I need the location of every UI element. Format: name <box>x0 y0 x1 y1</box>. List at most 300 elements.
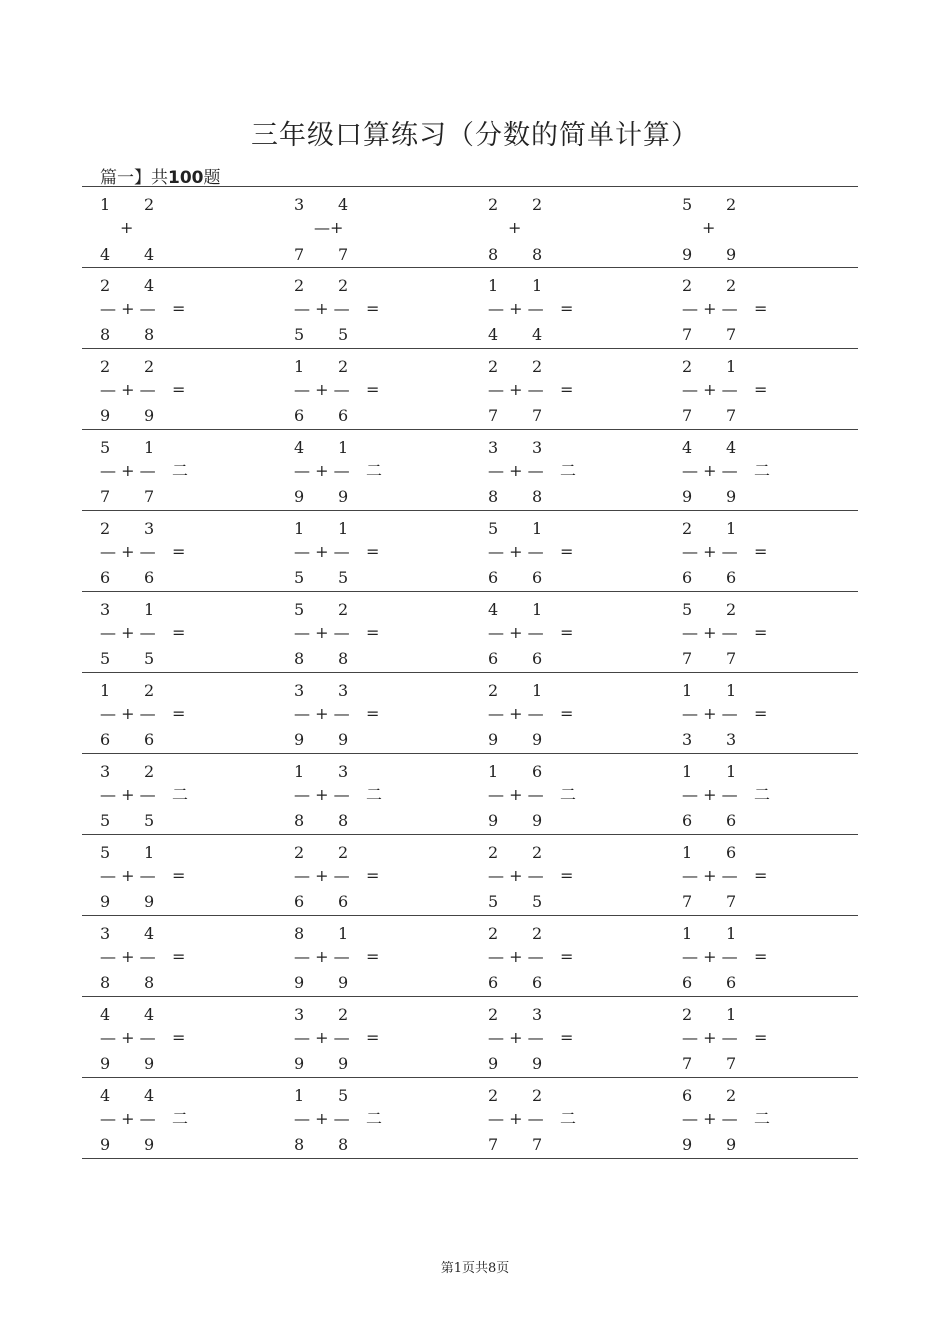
fraction-problem <box>486 1078 680 1158</box>
numerator-2: 3 <box>338 681 349 700</box>
problem-row <box>82 673 858 754</box>
denominator-1: 8 <box>294 649 305 668</box>
operator: — + — <box>488 1109 544 1128</box>
numerator-1: 1 <box>682 681 693 700</box>
fraction-problem <box>680 349 874 429</box>
numerator-2: 2 <box>726 600 737 619</box>
equals-sign: 二 <box>366 1109 383 1128</box>
equals-sign: 二 <box>366 785 383 804</box>
equals-sign: 二 <box>172 461 189 480</box>
denominator-1: 9 <box>100 1054 111 1073</box>
numerator-2: 4 <box>144 1086 155 1105</box>
fraction-problem <box>98 997 292 1077</box>
denominator-1: 8 <box>294 811 305 830</box>
denominator-2: 7 <box>532 1135 543 1154</box>
numerator-1: 3 <box>100 600 111 619</box>
numerator-1: 2 <box>294 276 305 295</box>
numerator-2: 5 <box>338 1086 349 1105</box>
problem-row <box>82 430 858 511</box>
numerator-2: 1 <box>726 1005 737 1024</box>
equals-sign: = <box>366 866 380 885</box>
fraction-problem <box>98 511 292 591</box>
denominator-1: 8 <box>488 487 499 506</box>
numerator-1: 3 <box>294 1005 305 1024</box>
numerator-2: 6 <box>532 762 543 781</box>
denominator-1: 9 <box>488 730 499 749</box>
numerator-1: 5 <box>100 843 111 862</box>
denominator-1: 7 <box>682 1054 693 1073</box>
numerator-1: 8 <box>294 924 305 943</box>
denominator-2: 6 <box>532 649 543 668</box>
denominator-2: 6 <box>338 406 349 425</box>
denominator-2: 6 <box>338 892 349 911</box>
fraction-problem <box>292 268 486 348</box>
denominator-1: 8 <box>100 973 111 992</box>
numerator-1: 2 <box>488 681 499 700</box>
denominator-1: 9 <box>100 1135 111 1154</box>
denominator-1: 7 <box>100 487 111 506</box>
equals-sign: = <box>754 623 768 642</box>
numerator-1: 4 <box>682 438 693 457</box>
equals-sign: = <box>366 299 380 318</box>
denominator-1: 7 <box>488 1135 499 1154</box>
equals-sign: = <box>560 866 574 885</box>
denominator-2: 9 <box>144 892 155 911</box>
denominator-2: 6 <box>726 568 737 587</box>
problem-grid <box>82 186 858 1159</box>
operator: — + — <box>682 461 738 480</box>
numerator-1: 5 <box>488 519 499 538</box>
operator: + <box>702 218 716 237</box>
fraction-problem <box>486 592 680 672</box>
operator: — + — <box>488 461 544 480</box>
equals-sign: = <box>172 1028 186 1047</box>
numerator-2: 2 <box>532 195 543 214</box>
fraction-problem <box>98 673 292 753</box>
equals-sign: = <box>560 623 574 642</box>
denominator-1: 9 <box>682 1135 693 1154</box>
numerator-1: 2 <box>682 276 693 295</box>
denominator-2: 6 <box>532 568 543 587</box>
numerator-2: 3 <box>338 762 349 781</box>
fraction-problem <box>680 511 874 591</box>
denominator-2: 7 <box>532 406 543 425</box>
operator: + <box>508 218 522 237</box>
denominator-1: 7 <box>682 649 693 668</box>
numerator-1: 2 <box>100 519 111 538</box>
equals-sign: = <box>754 380 768 399</box>
operator: — + — <box>100 866 156 885</box>
numerator-2: 1 <box>532 600 543 619</box>
fraction-problem <box>680 835 874 915</box>
fraction-problem <box>98 592 292 672</box>
denominator-1: 5 <box>488 892 499 911</box>
numerator-2: 6 <box>726 843 737 862</box>
denominator-2: 8 <box>338 1135 349 1154</box>
operator: — + — <box>488 704 544 723</box>
denominator-2: 9 <box>338 973 349 992</box>
denominator-1: 9 <box>488 1054 499 1073</box>
denominator-2: 8 <box>532 245 543 264</box>
numerator-1: 1 <box>682 843 693 862</box>
equals-sign: = <box>560 299 574 318</box>
equals-sign: = <box>366 947 380 966</box>
denominator-2: 7 <box>144 487 155 506</box>
numerator-1: 2 <box>294 843 305 862</box>
problem-row <box>82 268 858 349</box>
operator: —+ <box>314 218 344 237</box>
numerator-2: 2 <box>144 357 155 376</box>
denominator-2: 8 <box>338 811 349 830</box>
denominator-2: 9 <box>726 245 737 264</box>
denominator-1: 7 <box>682 325 693 344</box>
numerator-1: 2 <box>682 519 693 538</box>
denominator-2: 5 <box>532 892 543 911</box>
operator: — + — <box>294 866 350 885</box>
denominator-2: 7 <box>338 245 349 264</box>
denominator-2: 5 <box>338 568 349 587</box>
numerator-1: 5 <box>294 600 305 619</box>
numerator-2: 4 <box>144 924 155 943</box>
operator: — + — <box>100 947 156 966</box>
numerator-2: 1 <box>726 681 737 700</box>
numerator-1: 2 <box>488 195 499 214</box>
denominator-2: 5 <box>144 649 155 668</box>
equals-sign: = <box>560 1028 574 1047</box>
fraction-problem <box>486 349 680 429</box>
operator: — + — <box>682 785 738 804</box>
denominator-2: 6 <box>144 568 155 587</box>
problem-row <box>82 511 858 592</box>
operator: — + — <box>294 542 350 561</box>
operator: — + — <box>682 947 738 966</box>
numerator-1: 1 <box>682 924 693 943</box>
denominator-1: 6 <box>682 568 693 587</box>
equals-sign: = <box>172 866 186 885</box>
operator: — + — <box>294 623 350 642</box>
numerator-2: 1 <box>726 924 737 943</box>
operator: — + — <box>488 380 544 399</box>
fraction-problem <box>486 673 680 753</box>
operator: — + — <box>294 1028 350 1047</box>
denominator-2: 6 <box>726 973 737 992</box>
equals-sign: = <box>754 299 768 318</box>
operator: — + — <box>294 947 350 966</box>
equals-sign: = <box>172 299 186 318</box>
numerator-2: 2 <box>726 276 737 295</box>
fraction-problem <box>292 349 486 429</box>
equals-sign: = <box>560 542 574 561</box>
operator: + <box>120 218 134 237</box>
denominator-2: 9 <box>144 406 155 425</box>
denominator-2: 7 <box>726 1054 737 1073</box>
denominator-2: 8 <box>532 487 543 506</box>
fraction-problem <box>98 754 292 834</box>
numerator-2: 2 <box>532 924 543 943</box>
denominator-1: 9 <box>294 487 305 506</box>
denominator-1: 9 <box>100 406 111 425</box>
fraction-problem <box>98 1078 292 1158</box>
numerator-1: 1 <box>100 195 111 214</box>
denominator-2: 9 <box>338 487 349 506</box>
numerator-2: 3 <box>532 1005 543 1024</box>
operator: — + — <box>682 866 738 885</box>
denominator-1: 6 <box>100 730 111 749</box>
fraction-problem <box>486 187 680 267</box>
numerator-2: 2 <box>726 195 737 214</box>
page-footer: 第1页共8页 <box>440 1261 510 1276</box>
denominator-1: 6 <box>682 811 693 830</box>
numerator-2: 1 <box>144 438 155 457</box>
denominator-1: 7 <box>488 406 499 425</box>
operator: — + — <box>100 785 156 804</box>
denominator-1: 6 <box>488 973 499 992</box>
numerator-2: 2 <box>532 1086 543 1105</box>
fraction-problem <box>486 268 680 348</box>
equals-sign: 二 <box>560 1109 577 1128</box>
equals-sign: = <box>754 542 768 561</box>
denominator-1: 3 <box>682 730 693 749</box>
denominator-1: 4 <box>488 325 499 344</box>
denominator-1: 6 <box>682 973 693 992</box>
denominator-2: 7 <box>726 892 737 911</box>
problem-row <box>82 349 858 430</box>
fraction-problem <box>680 592 874 672</box>
equals-sign: = <box>172 380 186 399</box>
numerator-2: 2 <box>726 1086 737 1105</box>
numerator-1: 1 <box>294 357 305 376</box>
denominator-2: 9 <box>338 730 349 749</box>
numerator-2: 2 <box>144 762 155 781</box>
denominator-2: 5 <box>144 811 155 830</box>
operator: — + — <box>488 785 544 804</box>
denominator-2: 3 <box>726 730 737 749</box>
fraction-problem <box>98 187 292 267</box>
operator: — + — <box>100 623 156 642</box>
fraction-problem <box>680 916 874 996</box>
denominator-1: 5 <box>100 811 111 830</box>
numerator-1: 1 <box>294 519 305 538</box>
denominator-2: 5 <box>338 325 349 344</box>
numerator-1: 5 <box>100 438 111 457</box>
denominator-2: 9 <box>532 730 543 749</box>
fraction-problem <box>292 511 486 591</box>
fraction-problem <box>292 754 486 834</box>
fraction-problem <box>292 916 486 996</box>
operator: — + — <box>488 866 544 885</box>
fraction-problem <box>98 430 292 510</box>
equals-sign: 二 <box>754 461 771 480</box>
numerator-2: 2 <box>338 357 349 376</box>
denominator-2: 4 <box>144 245 155 264</box>
denominator-2: 8 <box>144 325 155 344</box>
problem-row <box>82 592 858 673</box>
denominator-2: 6 <box>532 973 543 992</box>
equals-sign: 二 <box>754 1109 771 1128</box>
denominator-1: 6 <box>100 568 111 587</box>
denominator-2: 7 <box>726 325 737 344</box>
fraction-problem <box>680 268 874 348</box>
numerator-2: 1 <box>338 519 349 538</box>
numerator-1: 1 <box>488 762 499 781</box>
numerator-2: 3 <box>532 438 543 457</box>
operator: — + — <box>100 704 156 723</box>
numerator-1: 3 <box>488 438 499 457</box>
operator: — + — <box>682 542 738 561</box>
denominator-2: 8 <box>338 649 349 668</box>
fraction-problem <box>98 835 292 915</box>
numerator-2: 4 <box>726 438 737 457</box>
problem-row <box>82 187 858 268</box>
equals-sign: = <box>172 542 186 561</box>
operator: — + — <box>100 1028 156 1047</box>
equals-sign: 二 <box>172 785 189 804</box>
fraction-problem <box>292 187 486 267</box>
fraction-problem <box>98 349 292 429</box>
operator: — + — <box>682 1028 738 1047</box>
denominator-1: 8 <box>488 245 499 264</box>
numerator-2: 1 <box>338 924 349 943</box>
denominator-1: 6 <box>294 892 305 911</box>
numerator-1: 1 <box>294 1086 305 1105</box>
equals-sign: = <box>754 1028 768 1047</box>
numerator-1: 3 <box>100 924 111 943</box>
fraction-problem <box>680 1078 874 1158</box>
fraction-problem <box>680 187 874 267</box>
denominator-1: 6 <box>488 568 499 587</box>
denominator-2: 9 <box>726 1135 737 1154</box>
problem-count: 100 <box>168 168 204 188</box>
operator: — + — <box>100 542 156 561</box>
problem-row <box>82 997 858 1078</box>
operator: — + — <box>682 1109 738 1128</box>
numerator-1: 3 <box>100 762 111 781</box>
equals-sign: = <box>172 623 186 642</box>
denominator-1: 6 <box>488 649 499 668</box>
numerator-2: 2 <box>338 1005 349 1024</box>
fraction-problem <box>486 835 680 915</box>
fraction-problem <box>486 997 680 1077</box>
denominator-1: 9 <box>488 811 499 830</box>
equals-sign: = <box>366 542 380 561</box>
numerator-2: 3 <box>144 519 155 538</box>
numerator-1: 1 <box>682 762 693 781</box>
equals-sign: 二 <box>172 1109 189 1128</box>
operator: — + — <box>100 1109 156 1128</box>
equals-sign: = <box>366 623 380 642</box>
denominator-2: 6 <box>144 730 155 749</box>
operator: — + — <box>294 1109 350 1128</box>
denominator-2: 6 <box>726 811 737 830</box>
denominator-1: 9 <box>100 892 111 911</box>
fraction-problem <box>98 916 292 996</box>
operator: — + — <box>294 461 350 480</box>
fraction-problem <box>486 511 680 591</box>
numerator-2: 1 <box>532 276 543 295</box>
operator: — + — <box>682 704 738 723</box>
denominator-2: 9 <box>338 1054 349 1073</box>
numerator-2: 1 <box>726 762 737 781</box>
operator: — + — <box>488 947 544 966</box>
fraction-problem <box>680 430 874 510</box>
numerator-2: 1 <box>726 519 737 538</box>
operator: — + — <box>100 461 156 480</box>
denominator-2: 7 <box>726 649 737 668</box>
page-title: 三年级口算练习（分数的简单计算） <box>251 120 699 151</box>
numerator-2: 2 <box>144 681 155 700</box>
equals-sign: = <box>754 866 768 885</box>
fraction-problem <box>292 673 486 753</box>
operator: — + — <box>488 1028 544 1047</box>
numerator-1: 2 <box>488 1005 499 1024</box>
fraction-problem <box>292 430 486 510</box>
section-suffix: 题 <box>203 168 221 188</box>
fraction-problem <box>680 997 874 1077</box>
denominator-1: 9 <box>294 1054 305 1073</box>
denominator-2: 4 <box>532 325 543 344</box>
fraction-problem <box>680 673 874 753</box>
denominator-1: 7 <box>682 406 693 425</box>
denominator-2: 7 <box>726 406 737 425</box>
denominator-2: 8 <box>144 973 155 992</box>
numerator-1: 4 <box>100 1005 111 1024</box>
operator: — + — <box>294 704 350 723</box>
fraction-problem <box>486 430 680 510</box>
numerator-2: 4 <box>338 195 349 214</box>
equals-sign: = <box>754 947 768 966</box>
numerator-1: 2 <box>100 357 111 376</box>
denominator-1: 7 <box>294 245 305 264</box>
operator: — + — <box>682 380 738 399</box>
section-prefix: 篇一】共 <box>100 168 168 188</box>
operator: — + — <box>100 299 156 318</box>
denominator-1: 7 <box>682 892 693 911</box>
operator: — + — <box>682 299 738 318</box>
operator: — + — <box>294 785 350 804</box>
operator: — + — <box>294 380 350 399</box>
fraction-problem <box>292 835 486 915</box>
section-heading <box>100 163 221 188</box>
denominator-1: 5 <box>294 568 305 587</box>
denominator-1: 9 <box>294 973 305 992</box>
numerator-1: 2 <box>682 357 693 376</box>
operator: — + — <box>488 623 544 642</box>
numerator-1: 6 <box>682 1086 693 1105</box>
equals-sign: = <box>366 704 380 723</box>
numerator-2: 1 <box>532 519 543 538</box>
numerator-2: 4 <box>144 1005 155 1024</box>
numerator-1: 2 <box>682 1005 693 1024</box>
fraction-problem <box>292 997 486 1077</box>
fraction-problem <box>98 268 292 348</box>
numerator-2: 4 <box>144 276 155 295</box>
numerator-2: 1 <box>144 843 155 862</box>
denominator-1: 8 <box>294 1135 305 1154</box>
denominator-1: 5 <box>294 325 305 344</box>
numerator-2: 2 <box>532 357 543 376</box>
denominator-2: 9 <box>144 1135 155 1154</box>
numerator-1: 5 <box>682 600 693 619</box>
numerator-1: 2 <box>100 276 111 295</box>
operator: — + — <box>100 380 156 399</box>
numerator-1: 4 <box>294 438 305 457</box>
operator: — + — <box>682 623 738 642</box>
denominator-2: 9 <box>532 1054 543 1073</box>
denominator-2: 9 <box>144 1054 155 1073</box>
problem-row <box>82 1078 858 1159</box>
denominator-1: 9 <box>294 730 305 749</box>
equals-sign: 二 <box>560 785 577 804</box>
